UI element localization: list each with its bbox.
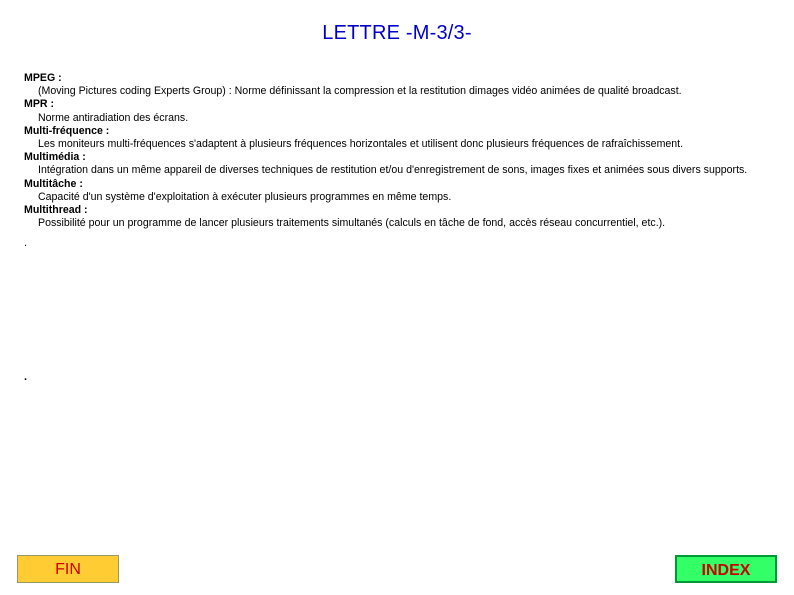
glossary-term: Multi-fréquence : bbox=[24, 124, 110, 137]
glossary-definition: Possibilité pour un programme de lancer plusieurs traitements simultanés (calculs en tâche de fond, accès réseau concurrentiel, etc.). bbox=[38, 217, 666, 230]
glossary-definition: Intégration dans un même appareil de diverses techniques de restitution et/ou d'enregistrement de sons, images fixes et animées sous divers supports. bbox=[38, 164, 748, 177]
separator-dot: . bbox=[24, 237, 28, 249]
glossary-definition: Capacité d'un système d'exploitation à exécuter plusieurs programmes en même temps. bbox=[38, 190, 452, 203]
glossary-entry-multimedia bbox=[24, 151, 784, 177]
fin-button[interactable]: FIN bbox=[17, 555, 119, 583]
index-button[interactable]: INDEX bbox=[675, 555, 777, 583]
glossary-definition: Les moniteurs multi-fréquences s'adaptent à plusieurs fréquences horizontales et utilisent donc plusieurs fréquences de rafraîchissement. bbox=[38, 138, 684, 151]
glossary-entry-mpr bbox=[24, 98, 784, 124]
glossary-entry-multitache bbox=[24, 178, 784, 204]
separator-dot: . bbox=[24, 371, 28, 383]
glossary-entry-multi-frequence bbox=[24, 125, 784, 151]
glossary-definition: (Moving Pictures coding Experts Group) : Norme définissant la compression et la restitution dimages vidéo animées de qualité broadcast. bbox=[38, 85, 682, 98]
glossary-term: Multithread : bbox=[24, 204, 88, 217]
glossary-entry-multithread bbox=[24, 204, 784, 230]
glossary-term: MPR : bbox=[24, 98, 55, 111]
page-title: LETTRE -M-3/3- bbox=[322, 22, 472, 44]
glossary-term: Multimédia : bbox=[24, 151, 86, 164]
glossary-definition: Norme antiradiation des écrans. bbox=[38, 111, 189, 124]
glossary-term: Multitâche : bbox=[24, 177, 83, 190]
glossary-term: MPEG : bbox=[24, 72, 62, 84]
glossary bbox=[24, 72, 784, 230]
glossary-entry-mpeg bbox=[24, 72, 784, 98]
